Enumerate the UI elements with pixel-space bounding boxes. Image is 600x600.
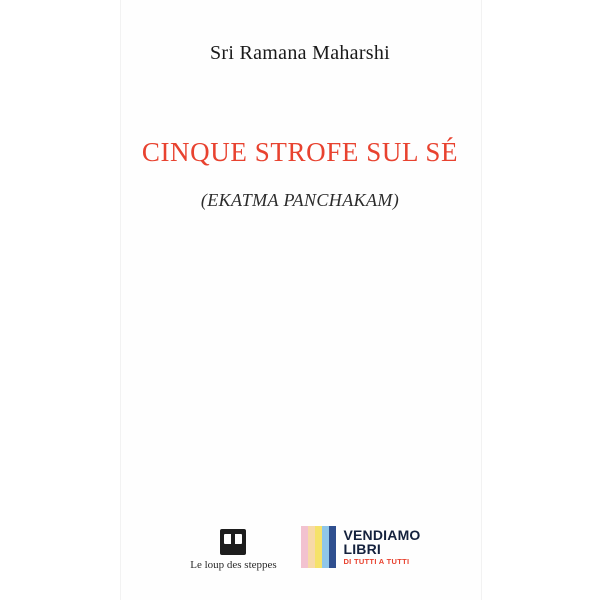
author-name: Sri Ramana Maharshi <box>209 42 391 64</box>
cover-sheet <box>120 0 482 600</box>
book-title: CINQUE STROFE SUL SÉ <box>141 137 459 167</box>
vendor-wordmark <box>343 528 420 566</box>
vendor-logo <box>301 525 420 569</box>
color-bars-icon <box>301 526 336 568</box>
vendor-tagline: DI TUTTI A TUTTI <box>343 557 410 567</box>
vendor-line-2: LIBRI <box>343 541 382 558</box>
publisher-logo <box>179 525 287 571</box>
book-subtitle: (EKATMA PANCHAKAM) <box>200 190 400 210</box>
publisher-name: Le loup des steppes <box>190 559 277 571</box>
book-mark-icon <box>220 529 246 555</box>
vendor-line-1: VENDIAMO <box>343 526 421 543</box>
logo-row <box>0 525 600 585</box>
